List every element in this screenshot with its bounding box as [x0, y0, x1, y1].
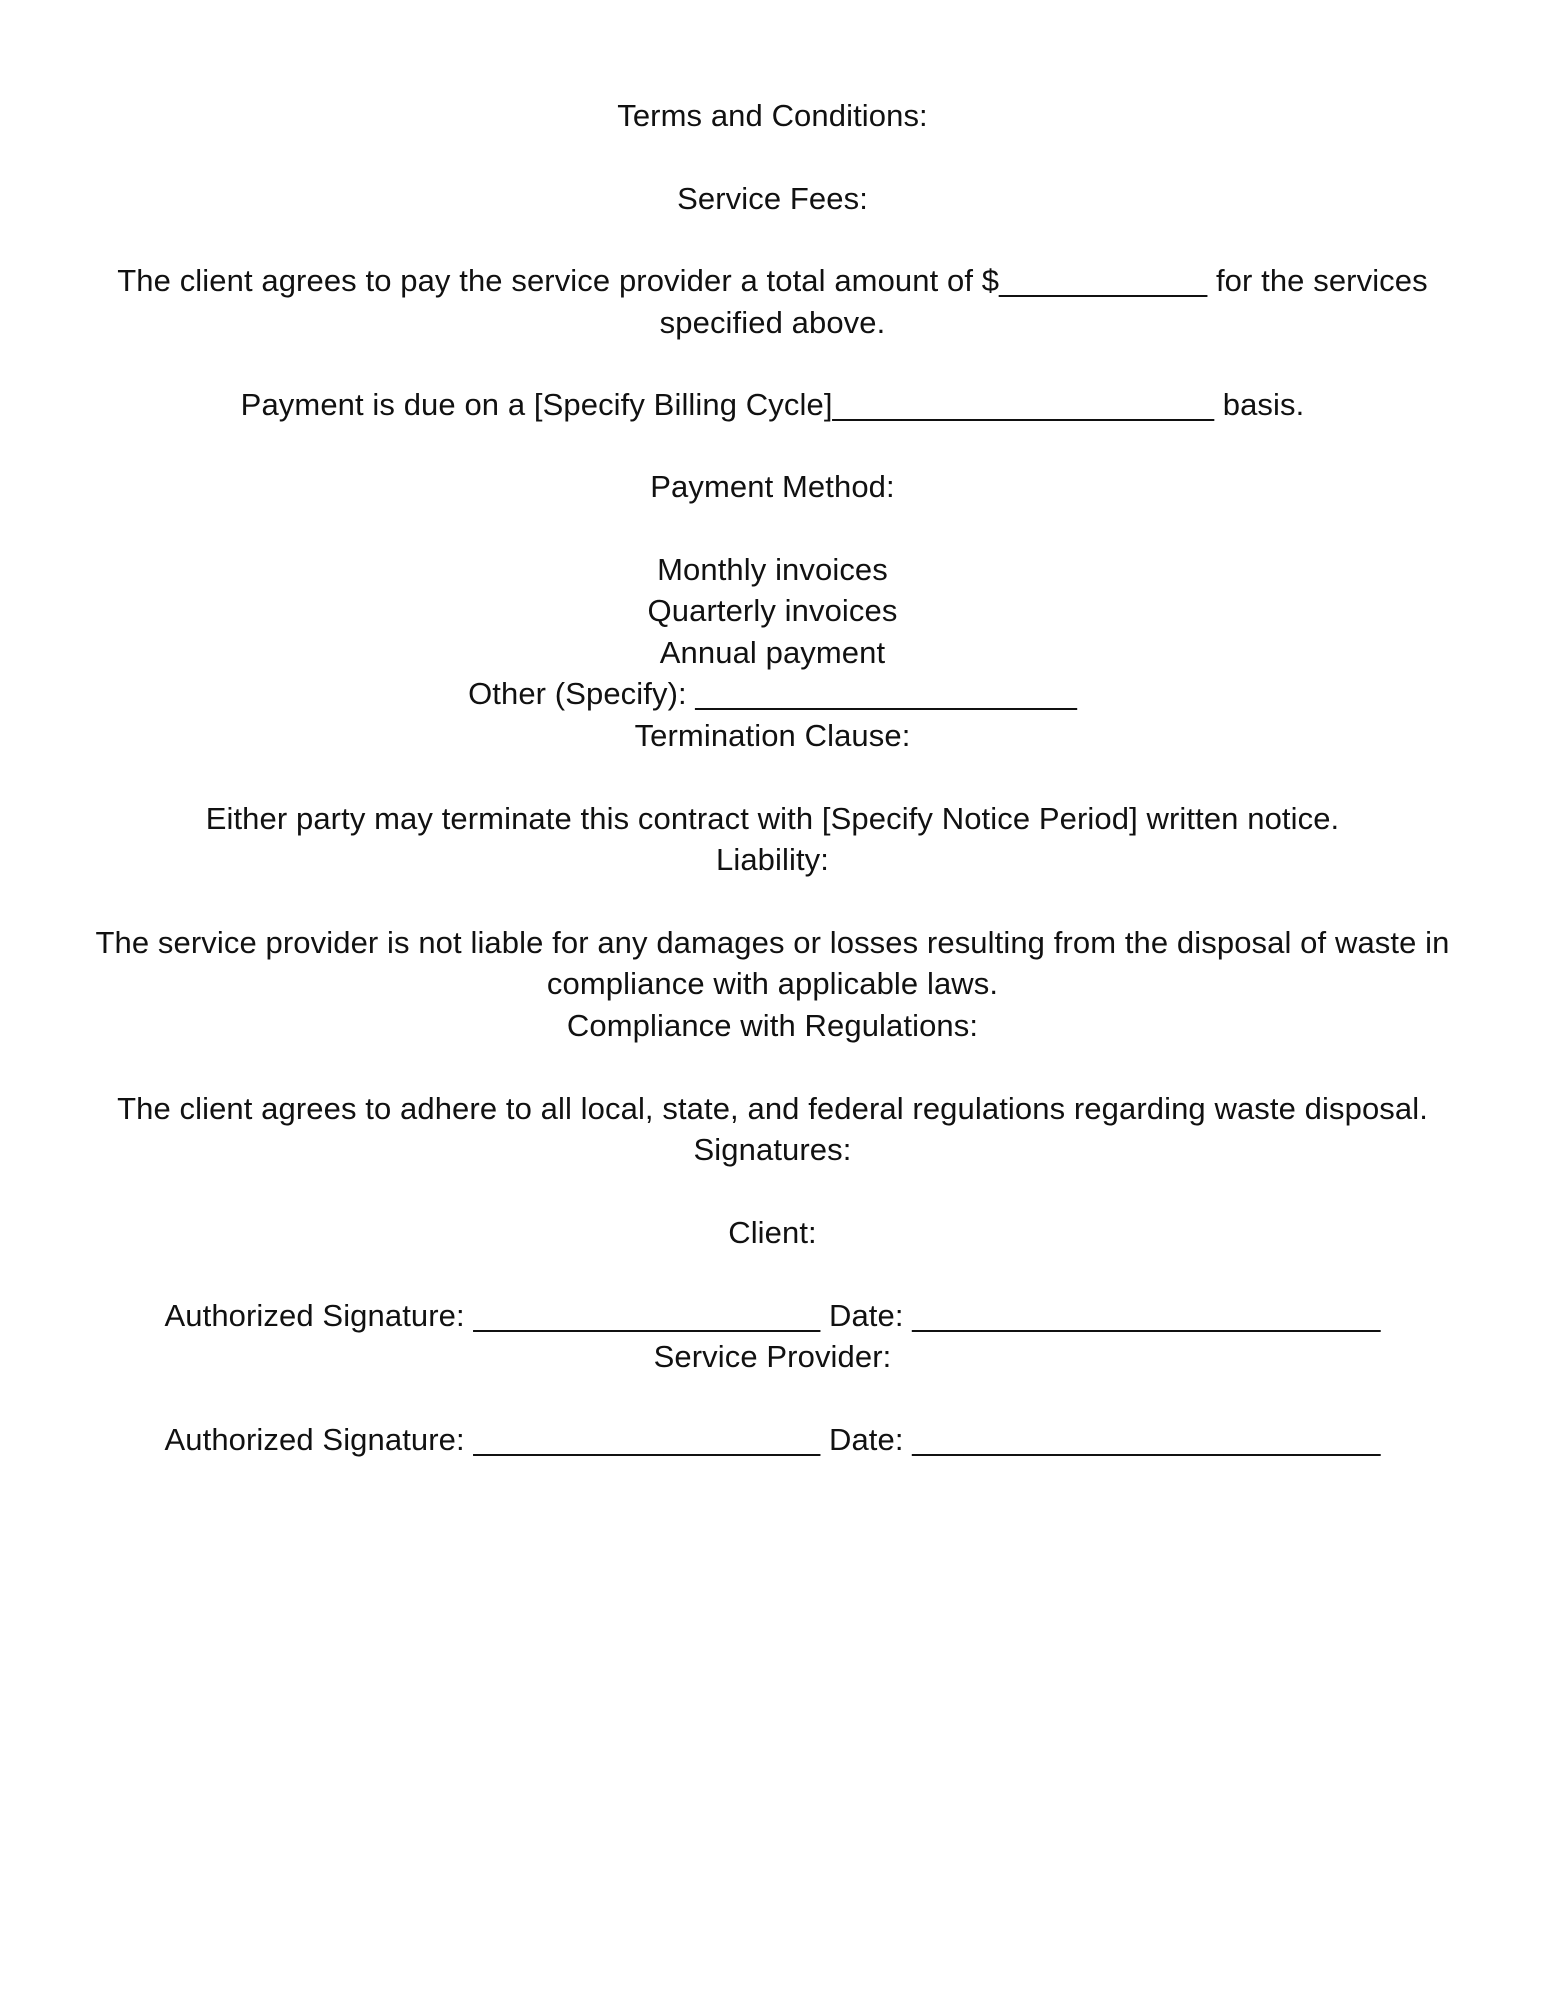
termination-text: Either party may terminate this contract with [Specify Notice Period] written notice.	[205, 801, 1340, 836]
payment-option-monthly: Monthly invoices	[657, 552, 888, 587]
liability-text-line2: compliance with applicable laws.	[546, 966, 999, 1001]
client-signature-line: Authorized Signature: ____________________ Date: ___________________________	[164, 1298, 1381, 1333]
service-fees-text-line1: The client agrees to pay the service provider a total amount of $____________ for the services	[117, 263, 1428, 298]
payment-due-text: Payment is due on a [Specify Billing Cycle]______________________ basis.	[240, 387, 1305, 422]
payment-method-heading: Payment Method:	[650, 469, 895, 504]
service-fees-text-line2: specified above.	[659, 305, 886, 340]
service-provider-label: Service Provider:	[653, 1339, 892, 1374]
compliance-text: The client agrees to adhere to all local, state, and federal regulations regarding waste disposal.	[117, 1091, 1428, 1126]
payment-option-other: Other (Specify): ______________________	[468, 676, 1077, 711]
termination-heading: Termination Clause:	[634, 718, 911, 753]
signatures-heading: Signatures:	[693, 1132, 852, 1167]
provider-signature-line: Authorized Signature: ____________________ Date: ___________________________	[164, 1422, 1381, 1457]
liability-text-line1: The service provider is not liable for any damages or losses resulting from the disposal of waste in	[95, 925, 1450, 960]
liability-heading: Liability:	[716, 842, 829, 877]
terms-heading: Terms and Conditions:	[617, 98, 928, 133]
client-label: Client:	[728, 1215, 817, 1250]
compliance-heading: Compliance with Regulations:	[566, 1008, 979, 1043]
service-fees-heading: Service Fees:	[677, 181, 868, 216]
payment-option-quarterly: Quarterly invoices	[647, 593, 898, 628]
payment-option-annual: Annual payment	[659, 635, 886, 670]
